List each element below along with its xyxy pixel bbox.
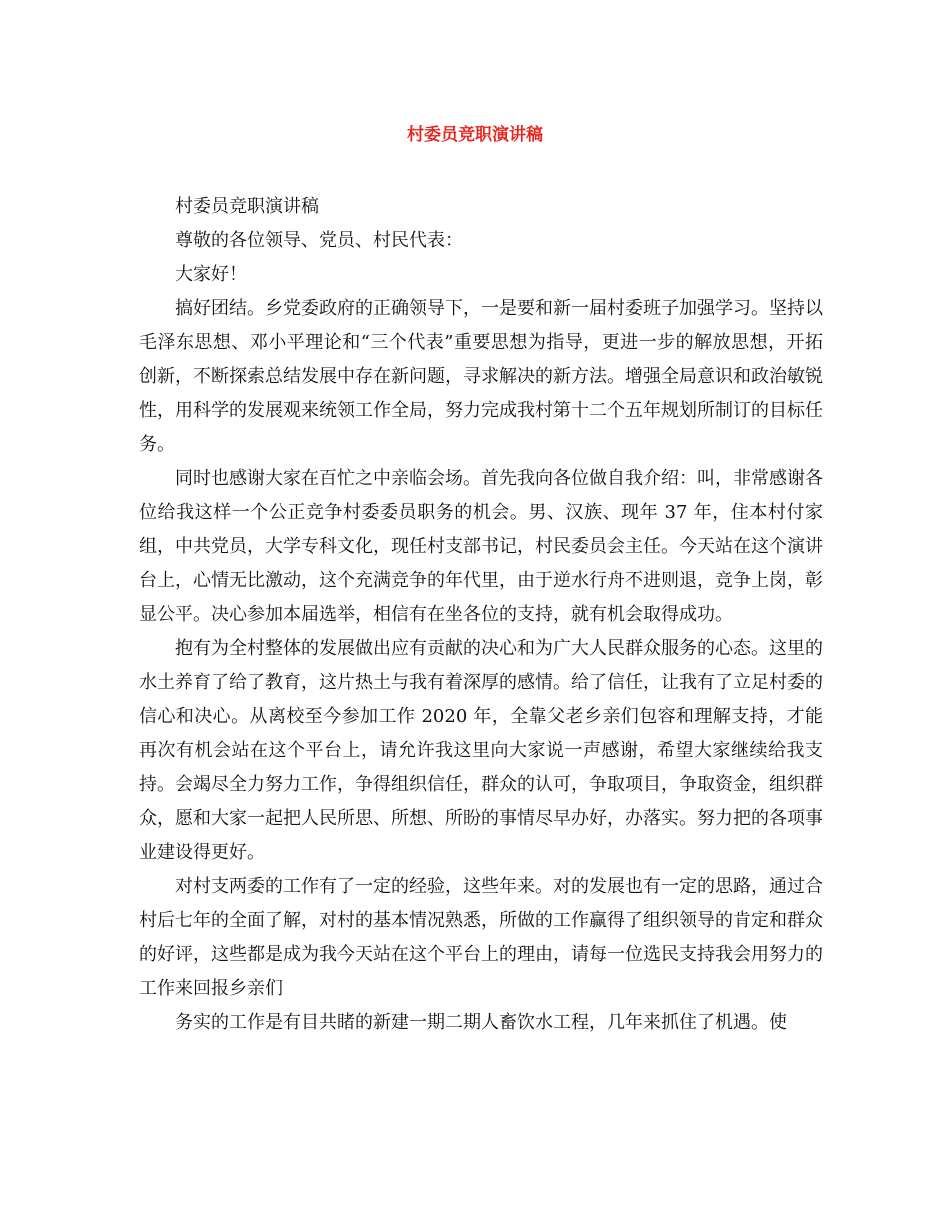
paragraph-experience: 对村支两委的工作有了一定的经验，这些年来。对的发展也有一定的思路，通过合村后七年的全面了解，对村的基本情况熟悉，所做的工作赢得了组织领导的肯定和群众的好评，这些都是成为我今天站在这个平台上的理由，请每一位选民支持我会用努力的工作来回报乡亲们 [139,876,823,999]
document-body [139,190,823,1040]
document-title: 村委员竞职演讲稿 [407,125,543,145]
paragraph-achievements: 务实的工作是有目共睹的新建一期二期人畜饮水工程，几年来抓住了机遇。使 [175,1012,787,1033]
paragraph-unity: 搞好团结。乡党委政府的正确领导下，一是要和新一届村委班子加强学习。坚持以毛泽东思想、邓小平理论和“三个代表”重要思想为指导，更进一步的解放思想，开拓创新，不断探索总结发展中存在新问题，寻求解决的新方法。增强全局意识和政治敏锐性，用科学的发展观来统领工作全局，努力完成我村第十二个五年规划所制订的目标任务。 [139,298,823,455]
paragraph-commitment: 抱有为全村整体的发展做出应有贡献的决心和为广大人民群众服务的心态。这里的水土养育了给了教育，这片热土与我有着深厚的感情。给了信任，让我有了立足村委的信心和决心。从离校至今参加工作 2020 年，全靠父老乡亲们包容和理解支持，才能再次有机会站在这个平台上，请允许我这里向大家说一声感谢，希望大家继续给我支持。会竭尽全力努力工作，争得组织信任，群众的认可，争取项目，争取资金，组织群众，愿和大家一起把人民所思、所想、所盼的事情尽早办好，办落实。努力把的各项事业建设得更好。 [139,638,823,863]
paragraph-salutation: 尊敬的各位领导、党员、村民代表： [175,230,463,251]
paragraph-introduction: 同时也感谢大家在百忙之中亲临会场。首先我向各位做自我介绍：叫，非常感谢各位给我这样一个公正竞争村委委员职务的机会。男、汉族、现年 37 年，住本村付家组，中共党员，大学专科文化，现任村支部书记，村民委员会主任。今天站在这个演讲台上，心情无比激动，这个充满竞争的年代里，由于逆水行舟不进则退，竞争上岗，彰显公平。决心参加本届选举，相信有在坐各位的支持，就有机会取得成功。 [139,468,823,625]
paragraph-greeting: 大家好！ [175,264,247,285]
paragraph-heading: 村委员竞职演讲稿 [175,196,319,217]
